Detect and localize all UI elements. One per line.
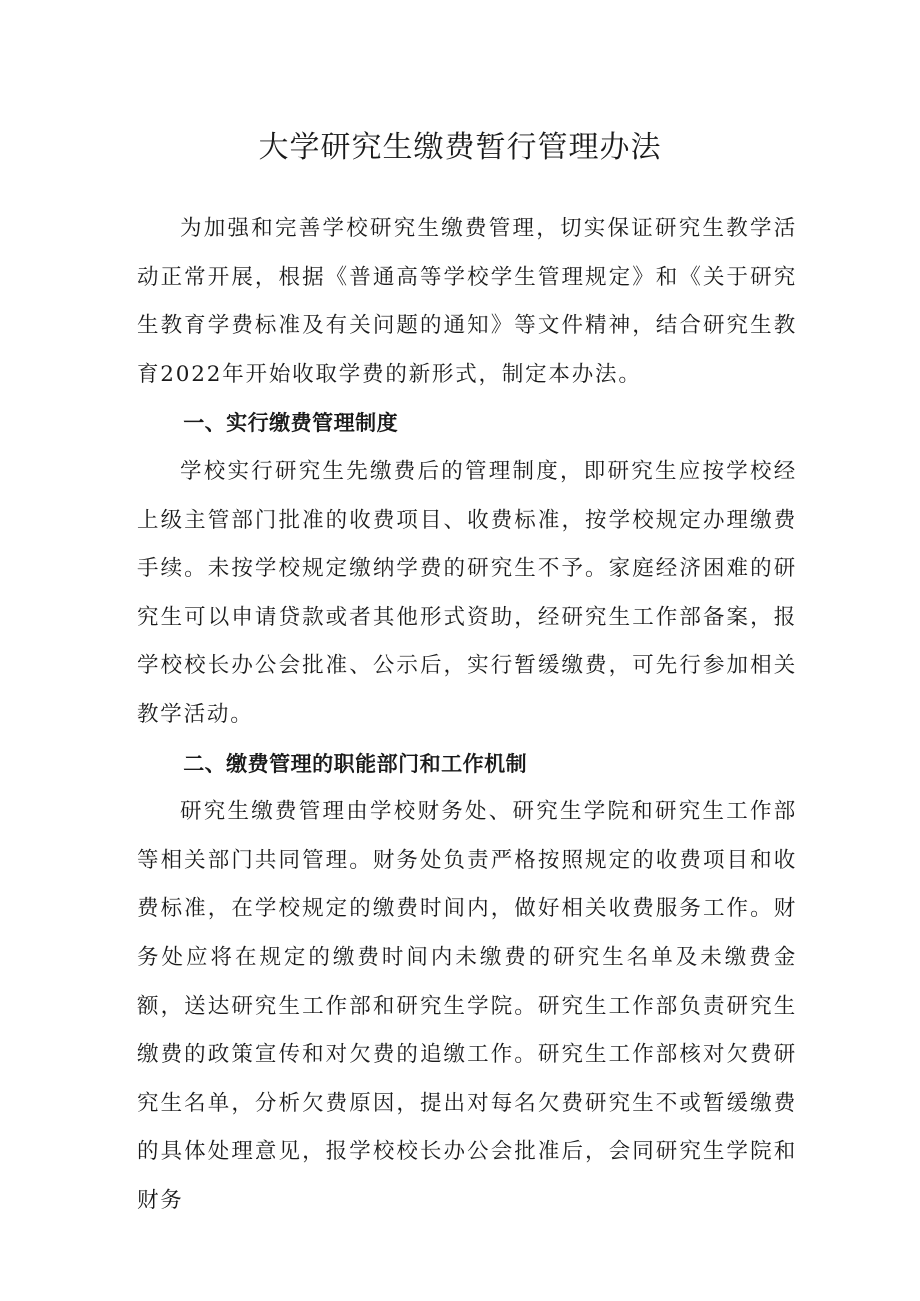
section-2-paragraph: 研究生缴费管理由学校财务处、研究生学院和研究生工作部等相关部门共同管理。财务处负责严格按照规定的收费项目和收费标准，在学校规定的缴费时间内，做好相关收费服务工作。财务处应将在规定的缴费时间内未缴费的研究生名单及未缴费金额，送达研究生工作部和研究生学院。研究生工作部负责研究生缴费的政策宣传和对欠费的追缴工作。研究生工作部核对欠费研究生名单，分析欠费原因，提出对每名欠费研究生不或暂缓缴费的具体处理意见，报学校校长办公会批准后，会同研究生学院和财务 — [137, 799, 797, 1213]
document-body — [137, 205, 797, 1225]
document-title: 大学研究生缴费暂行管理办法 — [258, 130, 662, 165]
section-1-paragraph: 学校实行研究生先缴费后的管理制度，即研究生应按学校经上级主管部门批准的收费项目、收费标准，按学校规定办理缴费手续。未按学校规定缴纳学费的研究生不予。家庭经济困难的研究生可以申请贷款或者其他形式资助，经研究生工作部备案，报学校校长办公会批准、公示后，实行暂缓缴费，可先行参加相关教学活动。 — [137, 458, 797, 727]
section-1-heading: 一、实行缴费管理制度 — [183, 411, 399, 436]
intro-paragraph: 为加强和完善学校研究生缴费管理，切实保证研究生教学活动正常开展，根据《普通高等学校学生管理规定》和《关于研究生教育学费标准及有关问题的通知》等文件精神，结合研究生教育2022年开始收取学费的新形式，制定本办法。 — [137, 216, 797, 387]
section-2-heading: 二、缴费管理的职能部门和工作机制 — [183, 751, 528, 776]
